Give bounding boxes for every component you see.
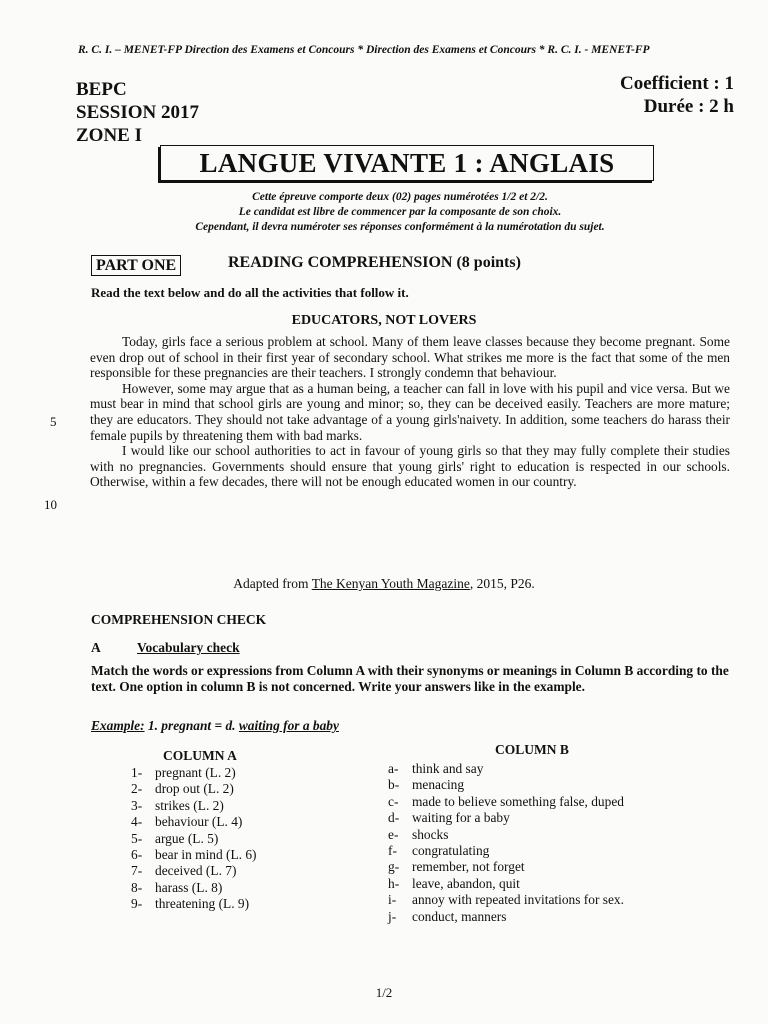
- item-key: g-: [388, 859, 400, 875]
- example-line: [91, 718, 339, 734]
- item-key: c-: [388, 793, 399, 809]
- source-title: The Kenyan Youth Magazine: [311, 576, 470, 591]
- vocabulary-heading: [91, 640, 240, 656]
- item-value: harass (L. 8): [155, 879, 223, 895]
- reading-passage: [90, 334, 730, 490]
- item-key: 1-: [131, 765, 143, 780]
- item-key: a-: [388, 761, 399, 776]
- matching-instruction: Match the words or expressions from Column A with their synonyms or meanings in Column B according to the text. One option in column B is not concerned. Write your answers like in the example.: [91, 663, 729, 694]
- exam-info: [76, 78, 199, 147]
- item-value: behaviour (L. 4): [155, 814, 243, 830]
- part-label: PART ONE: [91, 255, 181, 276]
- instruction-line: Le candidat est libre de commencer par la composante de son choix.: [238, 206, 562, 218]
- column-b-title: COLUMN B: [495, 742, 569, 757]
- item-key: b-: [388, 777, 400, 793]
- item-key: 9-: [131, 896, 143, 912]
- item-value: deceived (L. 7): [155, 863, 237, 879]
- item-value: argue (L. 5): [155, 830, 219, 846]
- item-value: waiting for a baby: [412, 810, 510, 826]
- coefficient: Coefficient : 1: [620, 73, 734, 94]
- page-number: 1/2: [375, 985, 393, 1000]
- item-key: 7-: [131, 863, 143, 879]
- list-item: [131, 847, 257, 863]
- line-number: 10: [44, 497, 57, 512]
- item-key: e-: [388, 826, 399, 842]
- exam-instructions: [120, 190, 680, 235]
- paragraph: However, some may argue that as a human being, a teacher can fall in love with his pupil and vice versa. But we must bear in mind that school girls are young and minor; so, they can be deceived easily. Teachers are more mature; they are educators. They should not take advantage of a young girls'naivety. In addition, some teachers do harass their female pupils by threatening them with bad marks.: [90, 380, 730, 443]
- item-value: annoy with repeated invitations for sex.: [412, 892, 624, 908]
- item-key: i-: [388, 892, 397, 908]
- section-letter: A: [91, 640, 101, 655]
- list-item: [388, 892, 624, 908]
- comprehension-heading: COMPREHENSION CHECK: [91, 612, 267, 627]
- item-value: made to believe something false, duped: [412, 793, 624, 809]
- line-number: 5: [50, 414, 57, 429]
- text-source: [0, 576, 768, 592]
- subject-title: [160, 145, 654, 181]
- list-item: [388, 859, 624, 875]
- instruction-line: Cette épreuve comporte deux (02) pages numérotées 1/2 et 2/2.: [252, 191, 548, 203]
- column-a-list: [131, 765, 257, 913]
- item-value: conduct, manners: [412, 908, 507, 924]
- item-value: shocks: [412, 826, 449, 842]
- list-item: [388, 810, 624, 826]
- list-item: [131, 863, 257, 879]
- item-key: d-: [388, 810, 400, 826]
- exam-name: BEPC: [76, 79, 127, 100]
- list-item: [131, 831, 257, 847]
- item-key: j-: [388, 908, 397, 924]
- item-key: f-: [388, 843, 397, 859]
- list-item: [131, 781, 257, 797]
- list-item: [388, 827, 624, 843]
- list-item: [388, 909, 624, 925]
- item-key: 8-: [131, 879, 143, 895]
- example-answer: waiting for a baby: [238, 718, 339, 733]
- instruction-line: Cependant, il devra numéroter ses réponses conformément à la numérotation du sujet.: [195, 221, 605, 233]
- list-item: [131, 765, 257, 781]
- item-value: pregnant (L. 2): [155, 765, 236, 780]
- exam-meta: [560, 72, 734, 118]
- item-value: remember, not forget: [412, 859, 525, 875]
- list-item: [131, 814, 257, 830]
- item-key: 5-: [131, 830, 143, 846]
- list-item: [388, 794, 624, 810]
- example-label: Example:: [91, 718, 145, 733]
- item-key: 3-: [131, 797, 143, 813]
- list-item: [388, 777, 624, 793]
- text-title: EDUCATORS, NOT LOVERS: [291, 313, 477, 328]
- list-item: [388, 761, 624, 777]
- subject-title-text: LANGUE VIVANTE 1 : ANGLAIS: [199, 147, 615, 178]
- item-value: think and say: [412, 761, 484, 776]
- item-key: h-: [388, 875, 400, 891]
- part-instruction: Read the text below and do all the activities that follow it.: [91, 285, 409, 300]
- list-item: [388, 876, 624, 892]
- duration: Durée : 2 h: [643, 96, 734, 117]
- item-key: 6-: [131, 847, 143, 863]
- list-item: [131, 896, 257, 912]
- part-heading: READING COMPREHENSION (8 points): [228, 254, 521, 271]
- header-line: R. C. I. – MENET-FP Direction des Examens et Concours * Direction des Examens et Concours * R. C. I. - MENET-FP: [78, 44, 650, 56]
- item-key: 4-: [131, 814, 143, 830]
- source-prefix: Adapted from: [233, 576, 312, 591]
- item-value: threatening (L. 9): [155, 896, 250, 912]
- exam-zone: ZONE I: [76, 125, 142, 146]
- exam-session: SESSION 2017: [76, 102, 200, 123]
- paragraph: I would like our school authorities to act in favour of young girls so that they may fully complete their studies with no pregnancies. Governments should ensure that young girls' right to education is respected in our schools. Otherwise, within a few decades, there will not be enough educated women in our country.: [90, 443, 730, 490]
- column-b-list: [388, 761, 624, 925]
- item-value: menacing: [412, 777, 465, 793]
- item-value: drop out (L. 2): [155, 781, 234, 797]
- section-title: Vocabulary check: [137, 640, 240, 655]
- item-value: bear in mind (L. 6): [155, 847, 257, 863]
- item-key: 2-: [131, 781, 143, 797]
- column-a-title: COLUMN A: [163, 748, 237, 763]
- list-item: [131, 880, 257, 896]
- item-value: leave, abandon, quit: [412, 875, 520, 891]
- item-value: strikes (L. 2): [155, 797, 224, 813]
- source-suffix: , 2015, P26.: [469, 576, 535, 591]
- paragraph: Today, girls face a serious problem at school. Many of them leave classes because they become pregnant. Some even drop out of school in their first year of secondary school. What strikes me more is the fact that some of the men responsible for these pregnancies are their teachers. I strongly condemn that behaviour.: [90, 334, 730, 381]
- example-text: 1. pregnant = d.: [144, 718, 239, 733]
- item-value: congratulating: [412, 843, 490, 859]
- list-item: [388, 843, 624, 859]
- list-item: [131, 798, 257, 814]
